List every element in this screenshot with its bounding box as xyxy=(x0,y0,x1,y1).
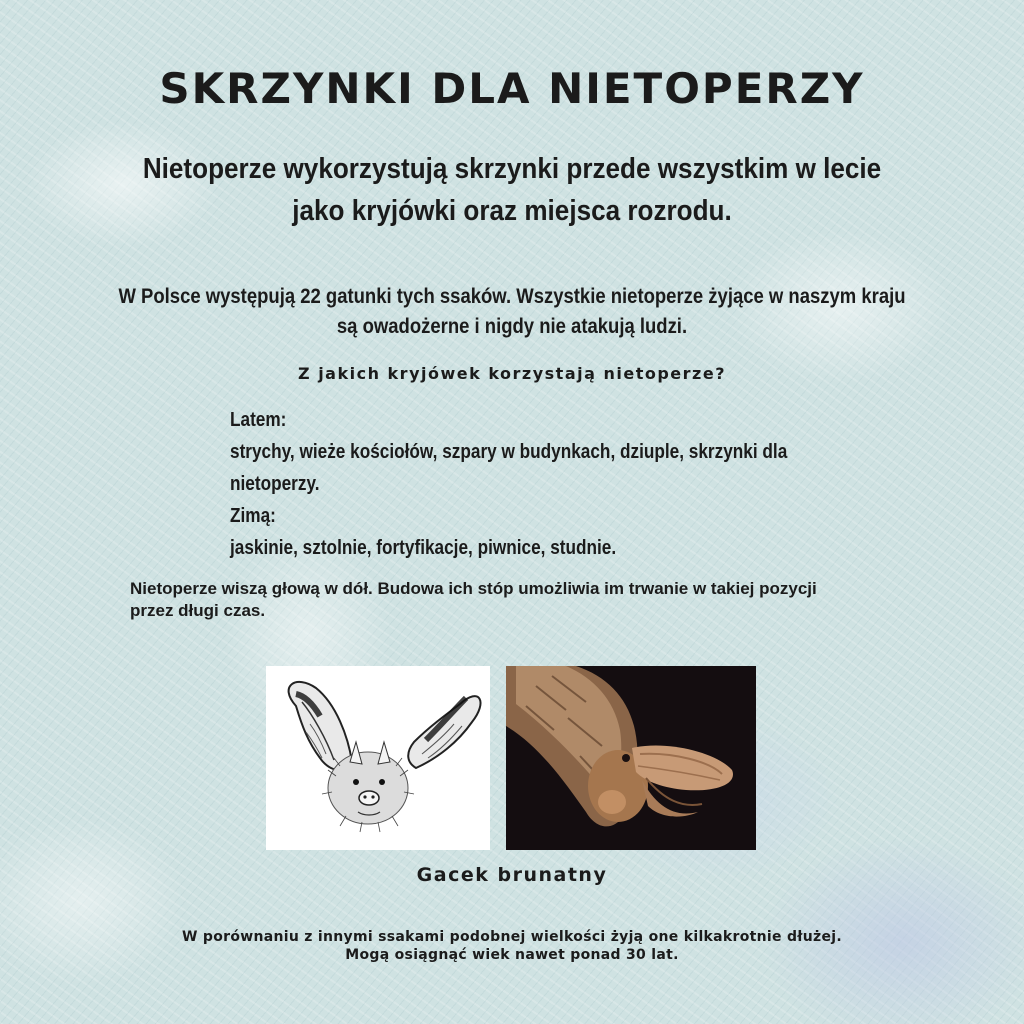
summer-roosts: strychy, wieże kościołów, szpary w budynkach, dziuple, skrzynki dla nietoperzy. xyxy=(230,441,788,495)
info-line-2: są owadożerne i nigdy nie atakują ludzi. xyxy=(336,315,688,338)
roost-question-heading: Z jakich kryjówek korzystają nietoperze? xyxy=(298,364,726,383)
lead-paragraph xyxy=(51,148,973,232)
hanging-paragraph xyxy=(130,578,950,622)
species-caption: Gacek brunatny xyxy=(416,864,608,886)
species-info-paragraph xyxy=(61,282,962,342)
lead-line-1: Nietoperze wykorzystują skrzynki przede wszystkim w lecie xyxy=(142,153,882,185)
bat-photo-image xyxy=(506,666,756,850)
footer-line-1: W porównaniu z innymi ssakami podobnej wielkości żyją one kilkakrotnie dłużej. xyxy=(181,929,843,945)
page-title: SKRZYNKI DLA NIETOPERZY xyxy=(159,64,865,113)
seasonal-roosts-list xyxy=(230,404,832,564)
bat-drawing-image xyxy=(266,666,490,850)
winter-label: Zimą: xyxy=(230,505,276,527)
hanging-line-2: przez długi czas. xyxy=(130,601,266,620)
footer-line-2: Mogą osiągnąć wiek nawet ponad 30 lat. xyxy=(345,947,679,963)
lead-line-2: jako kryjówki oraz miejsca rozrodu. xyxy=(292,195,732,227)
winter-roosts: jaskinie, sztolnie, fortyfikacje, piwnice, studnie. xyxy=(230,537,617,559)
info-line-1: W Polsce występują 22 gatunki tych ssaków. Wszystkie nietoperze żyjące w naszym kraju xyxy=(118,285,906,308)
summer-label: Latem: xyxy=(230,409,287,431)
lifespan-footer xyxy=(0,928,1024,964)
hanging-line-1: Nietoperze wiszą głową w dół. Budowa ich stóp umożliwia im trwanie w takiej pozycji xyxy=(130,579,817,598)
